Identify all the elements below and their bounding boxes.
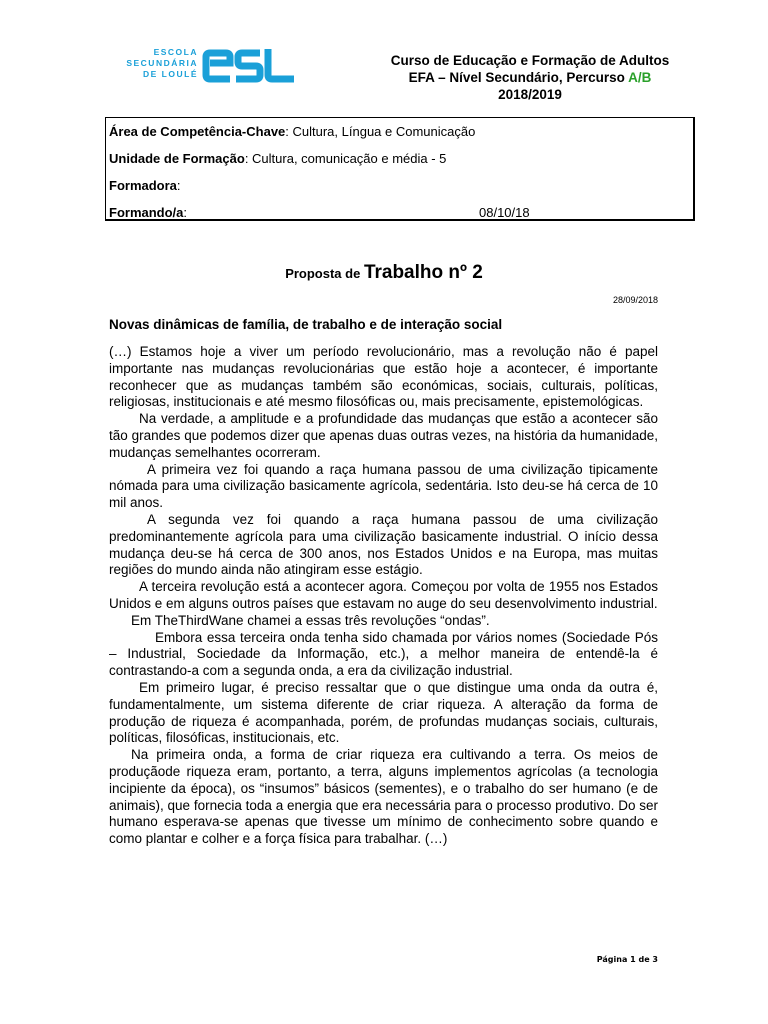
course-header (350, 52, 710, 103)
logo-line-2: SECUNDÁRIA (126, 58, 198, 68)
unit-label: Unidade de Formação (109, 151, 245, 166)
page-number: Página 1 de 3 (596, 955, 658, 964)
unit-row (109, 145, 693, 172)
trainer-label: Formadora (109, 178, 177, 193)
paragraph: (…) Estamos hoje a viver um período revolucionário, mas a revolução não é papel importante nas mudanças revolucionárias que estão hoje a acontecer, é importante reconhecer que as mudanças também são económicas, sociais, culturais, políticas, religiosas, institucionais e até mesmo filosóficas ou, mais precisamente, epistemológicas. (109, 344, 658, 410)
trainee-value: : (183, 205, 188, 220)
trainee-row (109, 199, 693, 226)
paragraph: Embora essa terceira onda tenha sido chamada por vários nomes (Sociedade Pós – Industrial, Sociedade da Informação, etc.), a melhor maneira de entendê-la é contrastando-a com a segunda onda, a era da civilização industrial. (109, 629, 658, 679)
paragraph: A segunda vez foi quando a raça humana passou de uma civilização predominantemente agrícola para uma civilização basicamente industrial. O início dessa mudança deu-se há cerca de 300 anos, nos Estados Unidos e na Europa, mas muitas regiões do mundo ainda não atingiram esse estágio. (109, 511, 658, 578)
school-logo-text (118, 47, 198, 80)
proposal-title-prefix: Proposta de (285, 266, 364, 281)
trainer-row (109, 172, 693, 199)
paragraph: Em primeiro lugar, é preciso ressaltar que o que distingue uma onda da outra é, fundamentalmente, um sistema diferente de criar riqueza. A alteração da forma de produção de riqueza é acompanhada, porém, de profundas mudanças sociais, culturais, políticas, filosóficas, institucionais, etc. (109, 679, 658, 746)
school-year: 2018/2019 (498, 87, 562, 102)
info-date: 08/10/18 (479, 205, 530, 220)
logo-line-3: DE LOULÉ (143, 69, 198, 79)
logo-mark-text: esl (202, 49, 204, 50)
area-label: Área de Competência-Chave (109, 124, 286, 139)
course-level (350, 69, 710, 86)
trainee-label: Formando/a (109, 205, 184, 220)
unit-value: : Cultura, comunicação e média - 5 (244, 151, 447, 166)
proposal-title-main: Trabalho nº 2 (363, 262, 483, 283)
document-date: 28/09/2018 (612, 295, 658, 305)
section-title: Novas dinâmicas de família, de trabalho e de interação social (109, 317, 503, 332)
trainer-value: : (176, 178, 181, 193)
paragraph: Na verdade, a amplitude e a profundidade das mudanças que estão a acontecer são tão grandes que podemos dizer que apenas duas outras vezes, na história da humanidade, mudanças semelhantes ocorreram. (109, 411, 658, 460)
course-title: Curso de Educação e Formação de Adultos (390, 53, 670, 68)
info-box (105, 117, 695, 221)
esl-logo-mark-icon (202, 49, 296, 83)
course-level-text: EFA – Nível Secundário, Percurso (408, 70, 629, 85)
area-row (109, 118, 693, 145)
paragraph: A primeira vez foi quando a raça humana passou de uma civilização tipicamente nómada para uma civilização basicamente agrícola, sedentária. Isto deu-se há cerca de 10 mil anos. (109, 461, 658, 511)
paragraph: A terceira revolução está a acontecer agora. Começou por volta de 1955 nos Estados Unidos e em alguns outros países que estavam no auge do seu desenvolvimento industrial. (109, 579, 658, 611)
body-text (109, 344, 658, 848)
course-path: A/B (628, 70, 652, 85)
proposal-title (0, 262, 768, 284)
paragraph: Na primeira onda, a forma de criar riqueza era cultivando a terra. Os meios de produçãode riqueza eram, portanto, a terra, alguns implementos agrícolas (a tecnologia incipiente da época), os “insumos” básicos (sementes), e o trabalho do ser humano (e de animais), que fornecia toda a energia que era necessária para o processo produtivo. Do ser humano esperava-se apenas que tivesse um mínimo de conhecimento sobre quando e como plantar e colher e a força física para trabalhar. (…) (109, 747, 658, 847)
paragraph: Em TheThirdWane chamei a essas três revoluções “ondas”. (131, 612, 490, 628)
school-logo (118, 47, 298, 85)
logo-line-1: ESCOLA (153, 47, 198, 57)
area-value: : Cultura, Língua e Comunicação (285, 124, 476, 139)
